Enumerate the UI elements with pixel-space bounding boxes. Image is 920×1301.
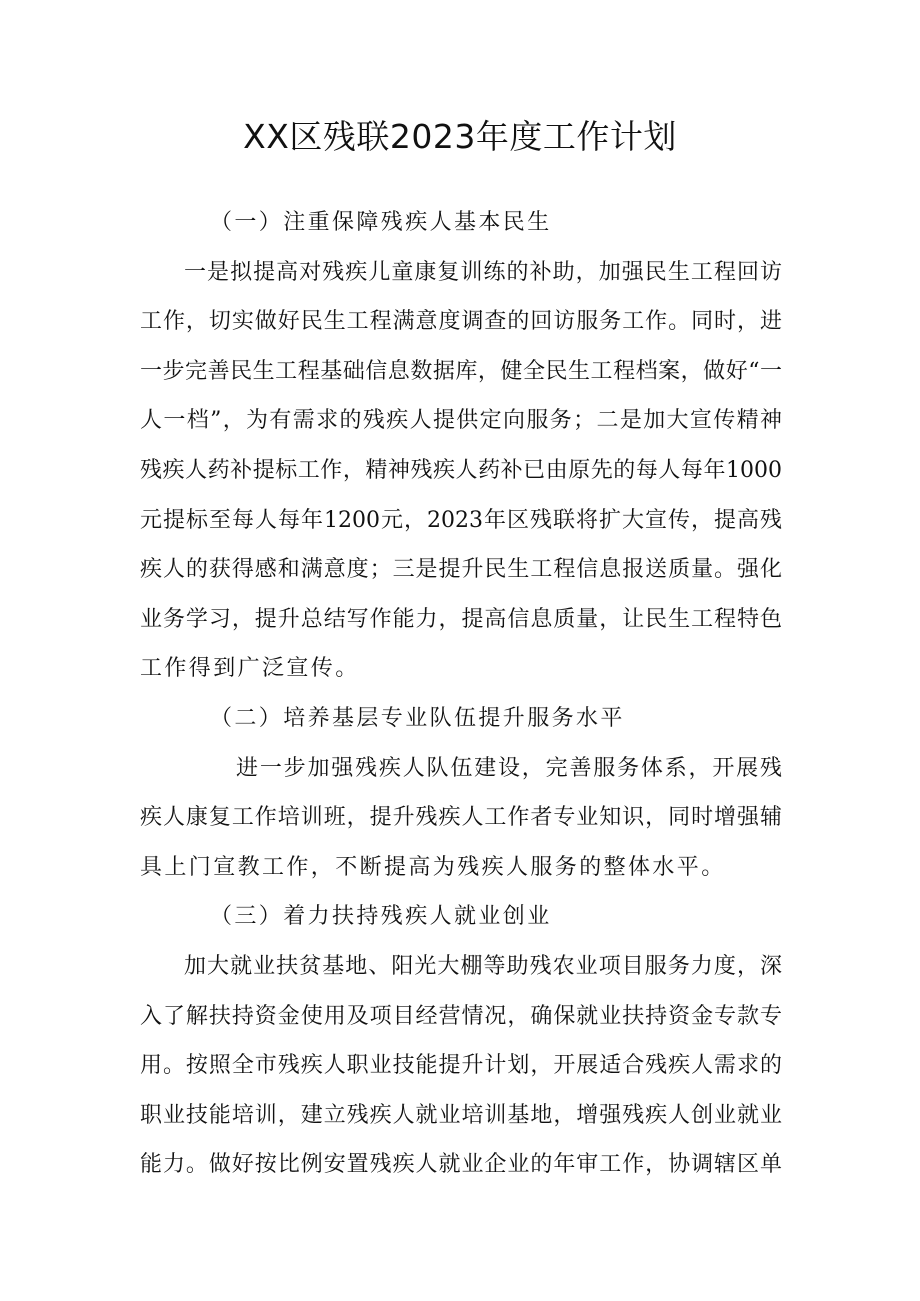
paragraph-line: 进一步加强残疾人队伍建设，完善服务体系，开展残 — [236, 755, 782, 781]
paragraph-line: 入了解扶持资金使用及项目经营情况，确保就业扶持资金专款专 — [140, 1003, 782, 1029]
paragraph-line: 一步完善民生工程基础信息数据库，健全民生工程档案，做好“一 — [140, 358, 782, 384]
paragraph-line: 具上门宣教工作，不断提高为残疾人服务的整体水平。 — [140, 854, 726, 880]
paragraph-line: 残疾人药补提标工作，精神残疾人药补已由原先的每人每年1000 — [140, 457, 782, 483]
paragraph-line: 元提标至每人每年1200元，2023年区残联将扩大宣传，提高残 — [140, 507, 782, 533]
paragraph-line: 用。按照全市残疾人职业技能提升计划，开展适合残疾人需求的 — [140, 1053, 782, 1079]
paragraph-line: 职业技能培训，建立残疾人就业培训基地，增强残疾人创业就业 — [140, 1102, 782, 1128]
paragraph-line: 工作，切实做好民生工程满意度调查的回访服务工作。同时，进 — [140, 309, 782, 335]
paragraph-line: 加大就业扶贫基地、阳光大棚等助残农业项目服务力度，深 — [184, 953, 782, 979]
paragraph-line: 能力。做好按比例安置残疾人就业企业的年审工作，协调辖区单 — [140, 1152, 782, 1178]
section-heading-2: （二）培养基层专业队伍提升服务水平 — [210, 705, 625, 731]
document-body — [140, 198, 782, 1190]
paragraph-line: 疾人康复工作培训班，提升残疾人工作者专业知识，同时增强辅 — [140, 805, 782, 831]
section-heading-3: （三）着力扶持残疾人就业创业 — [210, 904, 552, 930]
section-heading-1: （一）注重保障残疾人基本民生 — [210, 210, 552, 235]
paragraph-line: 疾人的获得感和满意度；三是提升民生工程信息报送质量。强化 — [140, 557, 782, 583]
paragraph-line: 人一档”，为有需求的残疾人提供定向服务；二是加大宣传精神 — [140, 408, 782, 434]
paragraph-line: 工作得到广泛宣传。 — [140, 656, 360, 682]
document-title: XX区残联2023年度工作计划 — [243, 117, 677, 156]
paragraph-line: 一是拟提高对残疾儿童康复训练的补助，加强民生工程回访 — [184, 259, 782, 285]
paragraph-line: 业务学习，提升总结写作能力，提高信息质量，让民生工程特色 — [140, 606, 782, 632]
